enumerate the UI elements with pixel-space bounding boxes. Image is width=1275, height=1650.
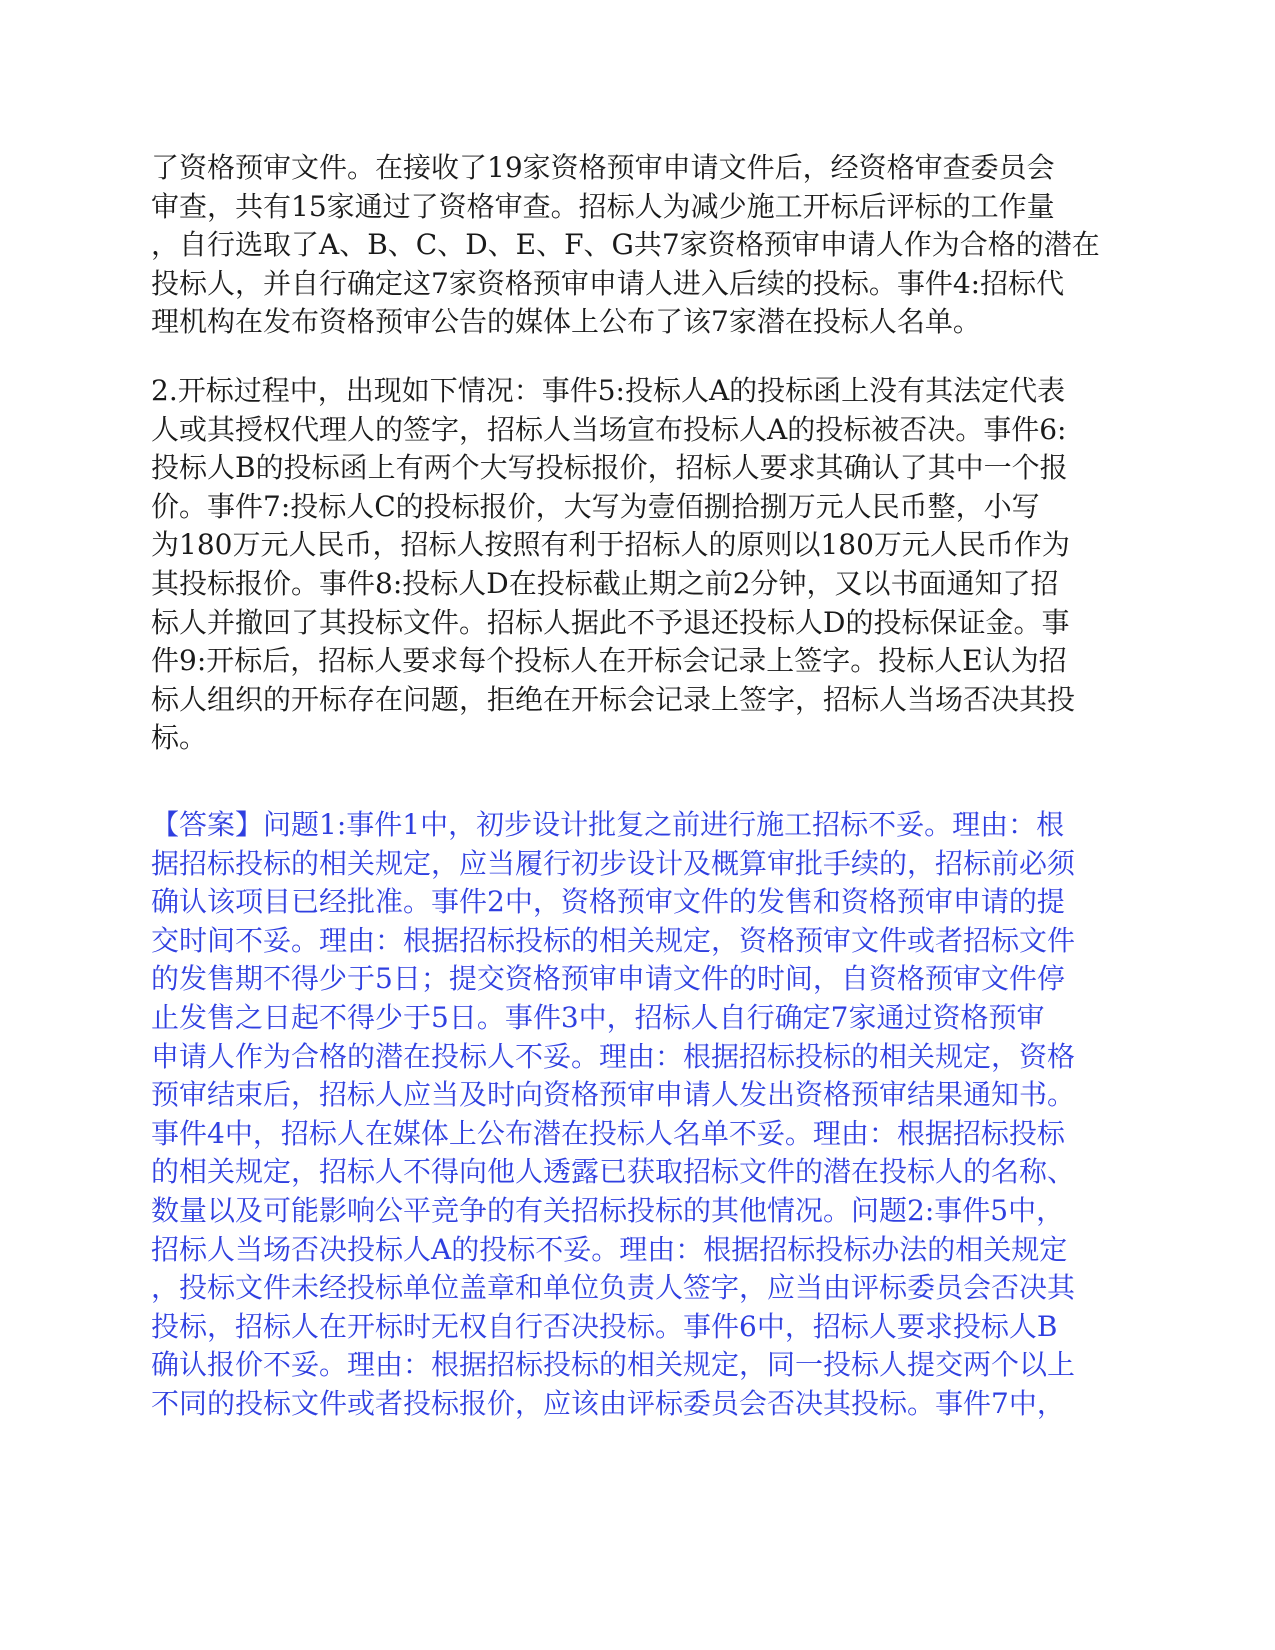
answer-line: 交时间不妥。理由：根据招标投标的相关规定，资格预审文件或者招标文件 xyxy=(151,923,1076,957)
answer-line: 【答案】问题1:事件1中，初步设计批复之前进行施工招标不妥。理由：根 xyxy=(151,808,1065,841)
text-line: 2.开标过程中，出现如下情况：事件5:投标人A的投标函上没有其法定代表 xyxy=(151,374,1066,407)
answer-line: 申请人作为合格的潜在投标人不妥。理由：根据招标投标的相关规定，资格 xyxy=(151,1039,1076,1073)
text-line: 其投标报价。事件8:投标人D在投标截止期之前2分钟，又以书面通知了招 xyxy=(151,566,1059,600)
text-line: 理机构在发布资格预审公告的媒体上公布了该7家潜在投标人名单。 xyxy=(151,305,981,339)
answer-line: 不同的投标文件或者投标报价，应该由评标委员会否决其投标。事件7中， xyxy=(151,1386,1065,1420)
answer-line: ，投标文件未经投标单位盖章和单位负责人签字，应当由评标委员会否决其 xyxy=(151,1271,1076,1305)
text-line: 标人并撤回了其投标文件。招标人据此不予退还投标人D的投标保证金。事 xyxy=(151,605,1070,639)
answer-line: 确认报价不妥。理由：根据招标投标的相关规定，同一投标人提交两个以上 xyxy=(151,1348,1076,1382)
text-line: 为180万元人民币，招标人按照有利于招标人的原则以180万元人民币作为 xyxy=(151,528,1070,562)
answer-line: 招标人当场否决投标人A的投标不妥。理由：根据招标投标办法的相关规定 xyxy=(151,1232,1068,1266)
question-paragraph-2 xyxy=(151,372,1117,758)
answer-line: 确认该项目已经批准。事件2中，资格预审文件的发售和资格预审申请的提 xyxy=(151,885,1065,919)
question-paragraph-1 xyxy=(151,149,1117,342)
text-line: 标人组织的开标存在问题，拒绝在开标会记录上签字，招标人当场否决其投 xyxy=(151,682,1076,716)
text-line: ，自行选取了A、B、C、D、E、F、G共7家资格预审申请人作为合格的潜在 xyxy=(151,228,1100,262)
answer-line: 的相关规定，招标人不得向他人透露已获取招标文件的潜在投标人的名称、 xyxy=(151,1155,1076,1189)
answer-line: 投标，招标人在开标时无权自行否决投标。事件6中，招标人要求投标人B xyxy=(151,1309,1058,1343)
text-line: 了资格预审文件。在接收了19家资格预审申请文件后，经资格审查委员会 xyxy=(151,151,1055,184)
answer-line: 的发售期不得少于5日；提交资格预审申请文件的时间，自资格预审文件停 xyxy=(151,962,1065,996)
text-line: 价。事件7:投标人C的投标报价，大写为壹佰捌拾捌万元人民币整，小写 xyxy=(151,489,1040,523)
text-line: 人或其授权代理人的签字，招标人当场宣布投标人A的投标被否决。事件6: xyxy=(151,412,1067,446)
text-line: 标。 xyxy=(151,721,208,755)
answer-line: 止发售之日起不得少于5日。事件3中，招标人自行确定7家通过资格预审 xyxy=(151,1000,1045,1034)
text-line: 审查，共有15家通过了资格审查。招标人为减少施工开标后评标的工作量 xyxy=(151,189,1055,223)
answer-line: 预审结束后，招标人应当及时向资格预审申请人发出资格预审结果通知书。 xyxy=(151,1078,1076,1112)
text-line: 件9:开标后，招标人要求每个投标人在开标会记录上签字。投标人E认为招 xyxy=(151,644,1067,678)
answer-line: 事件4中，招标人在媒体上公布潜在投标人名单不妥。理由：根据招标投标 xyxy=(151,1116,1065,1150)
answer-line: 数量以及可能影响公平竞争的有关招标投标的其他情况。问题2:事件5中， xyxy=(151,1193,1065,1227)
answer-line: 据招标投标的相关规定，应当履行初步设计及概算审批手续的，招标前必须 xyxy=(151,846,1076,880)
text-line: 投标人B的投标函上有两个大写投标报价，招标人要求其确认了其中一个报 xyxy=(151,451,1068,485)
text-line: 投标人，并自行确定这7家资格预审申请人进入后续的投标。事件4:招标代 xyxy=(151,266,1065,300)
answer-paragraph xyxy=(151,806,1117,1424)
